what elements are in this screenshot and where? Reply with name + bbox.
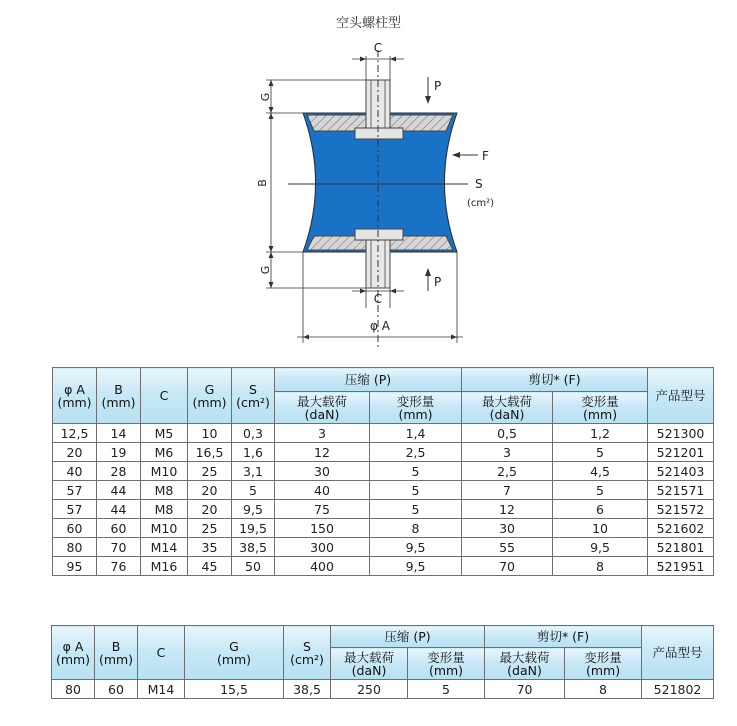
table-row	[53, 462, 714, 481]
cell: 8	[565, 680, 642, 699]
cell: 38,5	[284, 680, 331, 699]
header-shear-deformation: 变形量 (mm)	[553, 392, 648, 424]
cell: 57	[53, 481, 97, 500]
table-row	[53, 557, 714, 576]
table-row	[53, 500, 714, 519]
table-row	[53, 538, 714, 557]
cell: 7	[462, 481, 553, 500]
f-label: F	[482, 149, 489, 163]
header-shear-max-load: 最大载荷 (daN)	[462, 392, 553, 424]
cell: M10	[141, 519, 188, 538]
cell: 5	[370, 462, 462, 481]
header-compression: 压缩 (P)	[331, 626, 485, 648]
header-c: C	[138, 626, 185, 680]
top-nut	[355, 128, 403, 139]
cell: 70	[97, 538, 141, 557]
cell: 521572	[648, 500, 714, 519]
header-max-load: 最大载荷 (daN)	[275, 392, 370, 424]
cell: 45	[188, 557, 232, 576]
cell: 250	[331, 680, 408, 699]
cell: 400	[275, 557, 370, 576]
cell: 521201	[648, 443, 714, 462]
spec-table-1	[52, 367, 714, 576]
header-compression: 压缩 (P)	[275, 368, 462, 392]
cell: 300	[275, 538, 370, 557]
table-row	[53, 443, 714, 462]
table-row	[53, 424, 714, 443]
cell: 30	[275, 462, 370, 481]
cell: 12	[275, 443, 370, 462]
header-c: C	[141, 368, 188, 424]
cell: 521403	[648, 462, 714, 481]
cell: 521300	[648, 424, 714, 443]
cell: 60	[97, 519, 141, 538]
p-bottom-label: P	[434, 275, 442, 289]
header-b: B (mm)	[97, 368, 141, 424]
cell: M6	[141, 443, 188, 462]
cell: 40	[275, 481, 370, 500]
cell: 9,5	[370, 557, 462, 576]
cell: 10	[553, 519, 648, 538]
s-label: S	[475, 177, 483, 191]
cell: 5	[232, 481, 275, 500]
cell: M14	[138, 680, 185, 699]
cell: 44	[97, 500, 141, 519]
cell: 80	[52, 680, 95, 699]
header-shear: 剪切* (F)	[485, 626, 642, 648]
cell: 521802	[642, 680, 714, 699]
cell: 10	[188, 424, 232, 443]
header-a: φ A (mm)	[53, 368, 97, 424]
header-shear: 剪切* (F)	[462, 368, 648, 392]
bottom-nut	[355, 229, 403, 240]
cell: 0,5	[462, 424, 553, 443]
cell: 75	[275, 500, 370, 519]
cell: 38,5	[232, 538, 275, 557]
header-shear-deformation: 变形量 (mm)	[565, 648, 642, 680]
header-a: φ A (mm)	[52, 626, 95, 680]
p-top-label: P	[434, 79, 442, 93]
cell: 521571	[648, 481, 714, 500]
phi-a-label: φ A	[370, 319, 390, 333]
b-label: B	[256, 179, 269, 187]
cell: M5	[141, 424, 188, 443]
cell: 5	[370, 481, 462, 500]
cell: 57	[53, 500, 97, 519]
header-g: G (mm)	[185, 626, 284, 680]
cell: 12	[462, 500, 553, 519]
header-model: 产品型号	[642, 626, 714, 680]
cell: 3	[275, 424, 370, 443]
cell: 35	[188, 538, 232, 557]
cell: 2,5	[462, 462, 553, 481]
cell: 5	[408, 680, 485, 699]
c-bottom-label: C	[373, 292, 383, 306]
cell: M14	[141, 538, 188, 557]
header-deformation: 变形量 (mm)	[370, 392, 462, 424]
cell: 1,6	[232, 443, 275, 462]
cell: 25	[188, 462, 232, 481]
g-bottom-label: G	[259, 265, 272, 275]
cell: 9,5	[553, 538, 648, 557]
table-row	[53, 481, 714, 500]
cell: 12,5	[53, 424, 97, 443]
cell: 80	[53, 538, 97, 557]
cell: M16	[141, 557, 188, 576]
cell: 9,5	[370, 538, 462, 557]
cell: 8	[553, 557, 648, 576]
cell: 9,5	[232, 500, 275, 519]
cell: 44	[97, 481, 141, 500]
cell: 30	[462, 519, 553, 538]
cell: 521602	[648, 519, 714, 538]
cell: 3	[462, 443, 553, 462]
header-s: S (cm²)	[232, 368, 275, 424]
cell: 55	[462, 538, 553, 557]
cell: 6	[553, 500, 648, 519]
cell: 5	[370, 500, 462, 519]
cell: 1,2	[553, 424, 648, 443]
cell: 19,5	[232, 519, 275, 538]
cell: 521801	[648, 538, 714, 557]
header-g: G (mm)	[188, 368, 232, 424]
cell: 15,5	[185, 680, 284, 699]
cell: 20	[53, 443, 97, 462]
cell: 50	[232, 557, 275, 576]
cell: M8	[141, 500, 188, 519]
table-row	[53, 519, 714, 538]
cell: 19	[97, 443, 141, 462]
page-title: 空头螺柱型	[335, 16, 401, 31]
cell: 5	[553, 481, 648, 500]
cell: M10	[141, 462, 188, 481]
cell: 14	[97, 424, 141, 443]
g-top-label: G	[259, 92, 272, 102]
cell: 4,5	[553, 462, 648, 481]
cell: 20	[188, 481, 232, 500]
header-b: B (mm)	[95, 626, 138, 680]
header-deformation: 变形量 (mm)	[408, 648, 485, 680]
c-top-label: C	[373, 41, 383, 55]
cell: 20	[188, 500, 232, 519]
cell: 1,4	[370, 424, 462, 443]
header-s: S (cm²)	[284, 626, 331, 680]
cell: 28	[97, 462, 141, 481]
cell: 70	[462, 557, 553, 576]
header-max-load: 最大载荷 (daN)	[331, 648, 408, 680]
header-model: 产品型号	[648, 368, 714, 424]
s-unit-label: (cm²)	[467, 198, 495, 209]
cell: 16,5	[188, 443, 232, 462]
mount-diagram	[0, 0, 737, 360]
cell: 150	[275, 519, 370, 538]
cell: 5	[553, 443, 648, 462]
cell: 70	[485, 680, 565, 699]
cell: 76	[97, 557, 141, 576]
cell: M8	[141, 481, 188, 500]
cell: 521951	[648, 557, 714, 576]
cell: 40	[53, 462, 97, 481]
cell: 3,1	[232, 462, 275, 481]
cell: 95	[53, 557, 97, 576]
spec-table-2	[51, 625, 714, 699]
cell: 60	[53, 519, 97, 538]
cell: 2,5	[370, 443, 462, 462]
header-shear-max-load: 最大载荷 (daN)	[485, 648, 565, 680]
cell: 0,3	[232, 424, 275, 443]
cell: 8	[370, 519, 462, 538]
cell: 25	[188, 519, 232, 538]
table-row	[52, 680, 714, 699]
cell: 60	[95, 680, 138, 699]
